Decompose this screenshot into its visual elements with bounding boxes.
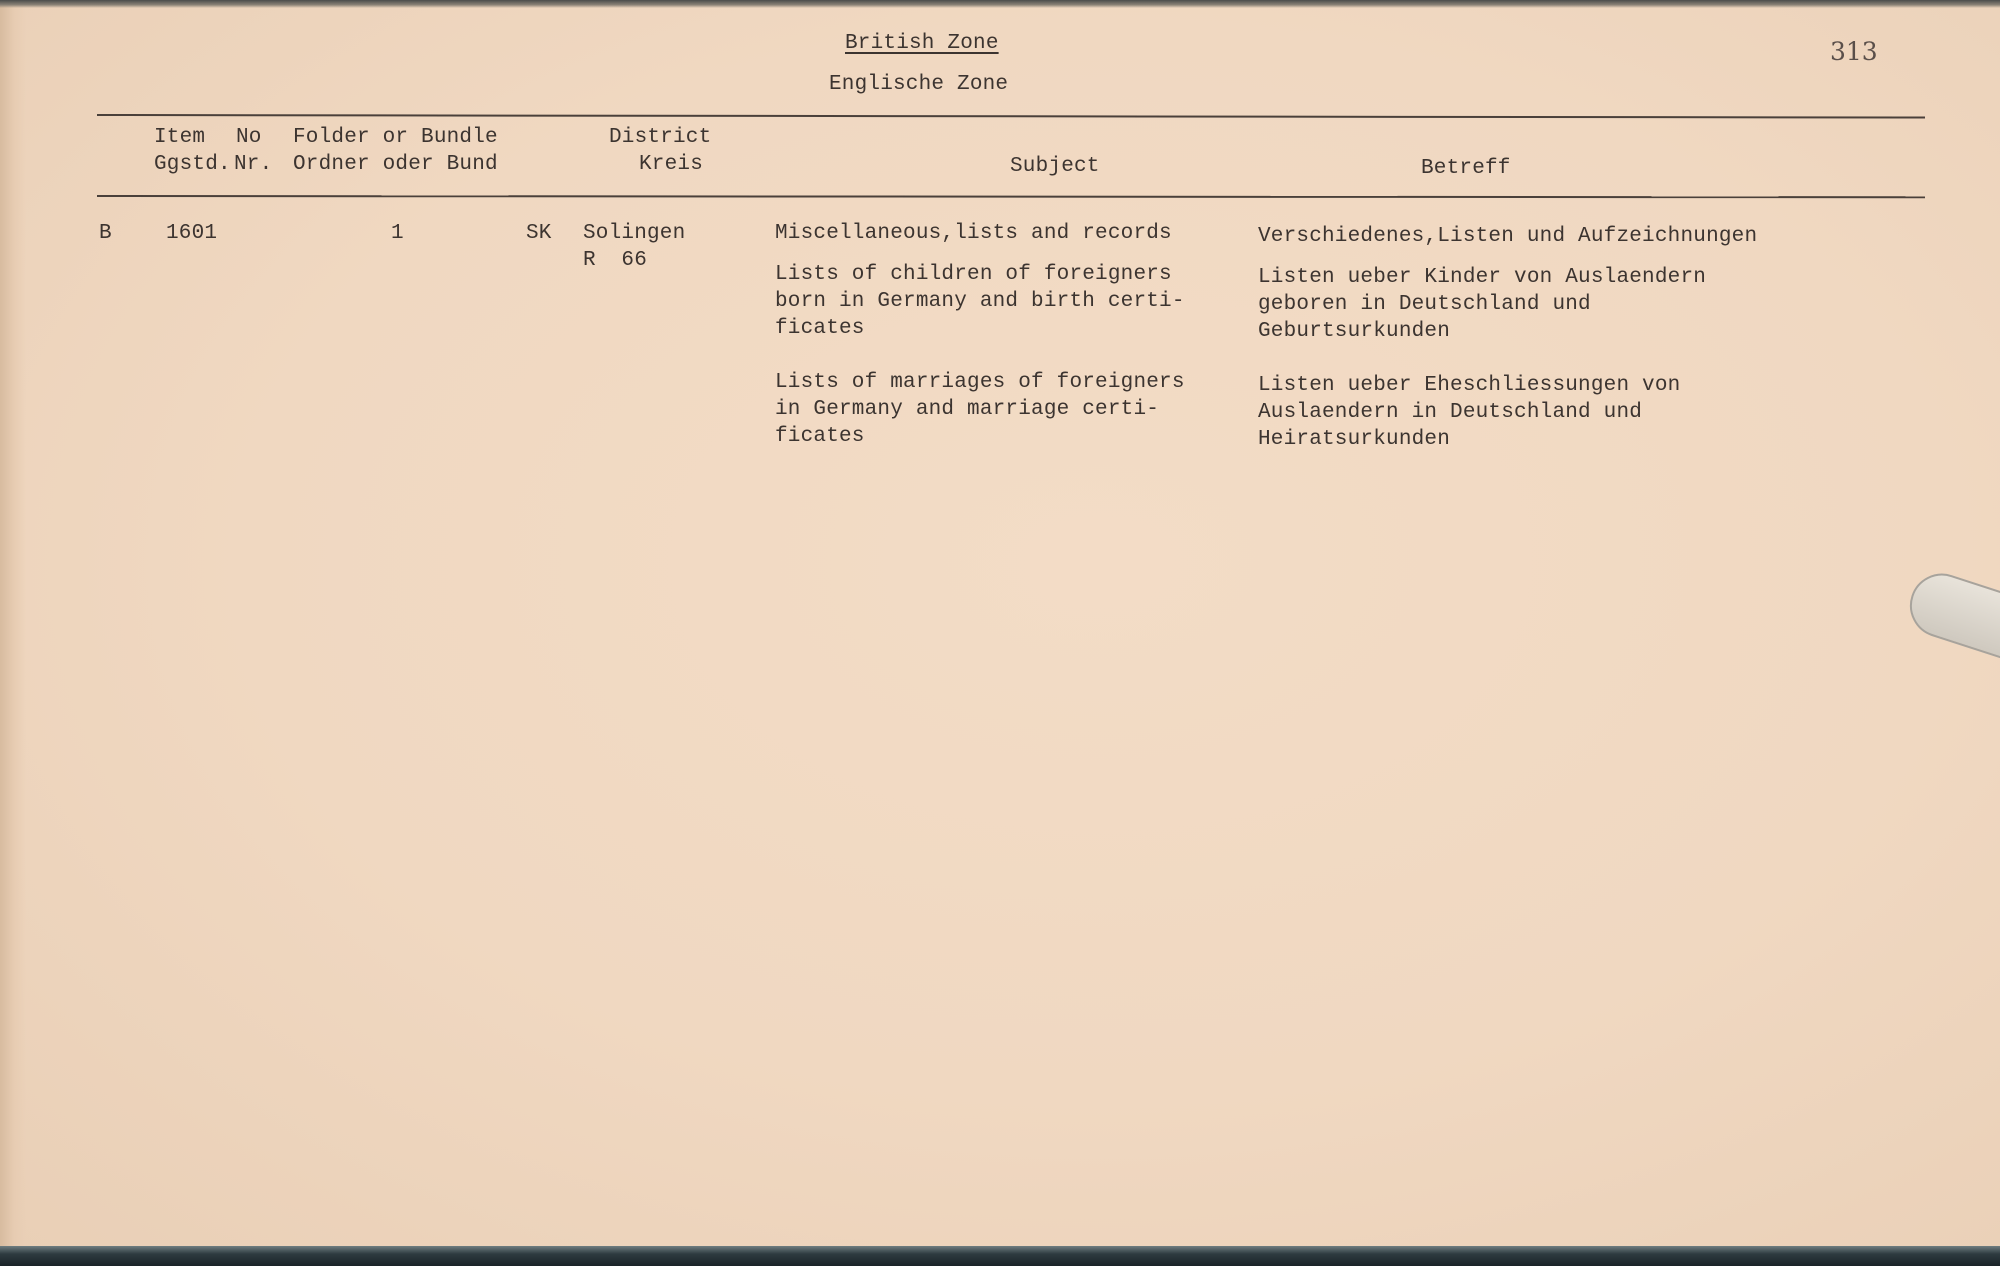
betreff-de-line: Verschiedenes,Listen und Aufzeichnungen [1258,225,1758,248]
subject-en-line: ficates [775,425,865,448]
subject-en-line: ficates [775,317,865,340]
betreff-de-line: Auslaendern in Deutschland und [1258,401,1643,424]
header-bottom-rule [97,195,1925,198]
col-betreff: Betreff [1421,157,1511,180]
subject-en-line: born in Germany and birth certi- [775,290,1185,313]
paper-clip [1902,565,2000,670]
col-no-de: Nr. [234,153,273,176]
col-item-de: Ggstd. [154,153,231,176]
betreff-de-line: Heiratsurkunden [1258,428,1451,451]
entry-folder: 1 [391,222,404,245]
entry-district-ref: R 66 [583,249,648,272]
col-no-en: No [236,126,262,149]
entry-number: 1601 [166,222,218,245]
subject-en-line: Lists of marriages of foreigners [775,371,1185,394]
col-district-en: District [609,126,712,149]
betreff-de-line: geboren in Deutschland und [1258,293,1591,316]
zone-subtitle: Englische Zone [829,73,1009,96]
page-top-edge [0,0,2000,8]
col-folder-en: Folder or Bundle [293,126,498,149]
entry-item: B [99,222,112,245]
col-district-de: Kreis [639,153,704,176]
entry-district-name: Solingen [583,222,686,245]
subject-en-line: in Germany and marriage certi- [775,398,1160,421]
entry-district-code: SK [526,222,552,245]
subject-en-line: Miscellaneous,lists and records [775,222,1172,245]
col-subject: Subject [1010,155,1100,178]
page-number: 313 [1830,37,1878,66]
col-item-en: Item [154,126,206,149]
subject-en-line: Lists of children of foreigners [775,263,1172,286]
header-top-rule [97,114,1925,119]
binder-bottom-edge [0,1246,2000,1266]
zone-title: British Zone [845,32,999,55]
col-folder-de: Ordner oder Bund [293,153,498,176]
betreff-de-line: Listen ueber Eheschliessungen von [1258,374,1681,397]
betreff-de-line: Listen ueber Kinder von Auslaendern [1258,266,1707,289]
betreff-de-line: Geburtsurkunden [1258,320,1451,343]
